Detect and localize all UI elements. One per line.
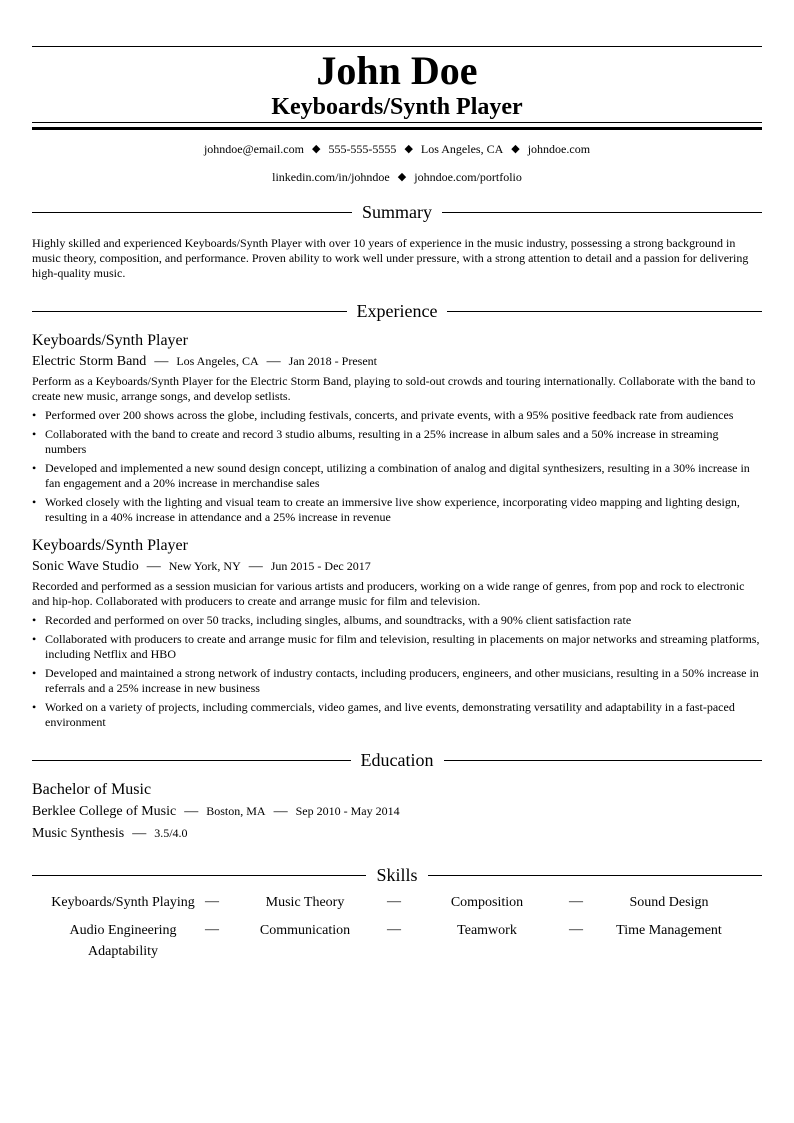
education-field-row [32,823,762,844]
list-item [32,408,762,423]
contact-row-1 [32,135,762,163]
skills-row: Audio Engineering — Communication — Teamwork — Time Management [32,920,762,941]
dash-separator: — [154,354,169,369]
diamond-icon: ◆ [404,143,413,155]
list-item [32,427,762,457]
experience-heading [32,301,762,321]
job-location: Los Angeles, CA [176,354,259,368]
contact-phone[interactable]: 555-555-5555 [328,142,397,156]
section-title: Skills [376,865,418,885]
bullet-icon: • [32,427,37,441]
skill-item: Keyboards/Synth Playing [51,894,195,910]
header-top-rule [32,46,762,47]
list-item [32,613,762,628]
heading-rule-right [442,212,762,213]
list-item [32,495,762,525]
dash-separator: — [266,354,281,369]
heading-rule-right [444,760,763,761]
header-thin-rule [32,122,762,123]
contact-location: Los Angeles, CA [420,142,504,156]
list-item [32,666,762,696]
job-title: Keyboards/Synth Player [32,332,188,349]
resume-page [32,46,762,962]
contact-portfolio[interactable]: johndoe.com/portfolio [414,170,522,184]
bullet-text: Recorded and performed on over 50 tracks, including singles, albums, and soundtracks, with a 90% client satisfaction rate [45,613,632,627]
dash-separator: — [273,804,288,819]
skill-item: Teamwork [457,922,517,938]
diamond-icon: ◆ [397,171,407,183]
job-description: Recorded and performed as a session musician for various artists and producers, working on a wide range of genres, from pop and rock to electronic and hip-hop. Collaborated with producers to create and arrange music for film and television. [32,579,745,608]
skill-item: Audio Engineering [69,922,177,938]
diamond-icon: ◆ [511,143,520,155]
list-item [32,632,762,662]
job-dates: Jan 2018 - Present [288,354,377,368]
experience-entry [32,536,762,730]
contact-website[interactable]: johndoe.com [527,142,591,156]
contact-block [32,135,762,191]
skills-row: Keyboards/Synth Playing — Music Theory — Composition — Sound Design [32,893,762,912]
job-meta [32,351,762,372]
education-school: Berklee College of Music [32,804,177,819]
heading-rule-left [32,311,347,312]
job-dates: Jun 2015 - Dec 2017 [270,559,371,573]
experience-entry [32,331,762,525]
section-title: Education [360,750,434,770]
bullet-text: Performed over 200 shows across the globe, including festivals, concerts, and private events, with a 95% positive feedback rate from audiences [45,408,734,422]
contact-linkedin[interactable]: linkedin.com/in/johndoe [272,170,390,184]
dash-separator: — [146,559,161,574]
skill-item: Communication [259,922,351,938]
heading-rule-right [447,311,762,312]
summary-heading [32,202,762,222]
education-field: Music Synthesis [32,826,125,841]
education-heading [32,750,762,770]
job-location: New York, NY [168,559,241,573]
education-location: Boston, MA [206,804,266,818]
skills-row [32,941,762,962]
bullet-text: Collaborated with producers to create and arrange music for film and television, resulting in placements on major networks and streaming platforms, including Netflix and HBO [45,632,760,661]
skills-heading [32,865,762,885]
heading-rule-left [32,875,366,876]
contact-email[interactable]: johndoe@email.com [203,142,304,156]
job-meta [32,556,762,577]
job-description: Perform as a Keyboards/Synth Player for the Electric Storm Band, playing to sold-out crowds and touring internationally. Collaborate with the band to create new music, arrange songs, and develop setlists. [32,374,756,403]
skill-item: Composition [450,894,524,910]
bullet-icon: • [32,461,37,475]
heading-rule-left [32,760,351,761]
bullet-icon: • [32,613,37,627]
candidate-name: John Doe [316,48,478,93]
bullet-icon: • [32,666,37,680]
bullet-text: Collaborated with the band to create and record 3 studio albums, resulting in a 25% increase in album sales and a 50% increase in streaming numbers [45,427,719,456]
bullet-text: Developed and implemented a new sound design concept, utilizing a combination of analog and digital synthesizers, resulting in a 30% increase in fan engagement and a 20% increase in merchandise sales [45,461,750,490]
bullet-icon: • [32,408,37,422]
skill-item: Sound Design [629,894,709,910]
skill-item: Time Management [616,922,722,938]
diamond-icon: ◆ [311,143,321,155]
bullet-text: Worked on a variety of projects, including commercials, video games, and live events, demonstrating versatility and adaptability in a fast-paced environment [45,700,735,729]
job-title: Keyboards/Synth Player [32,537,188,554]
job-bullets [32,408,762,525]
education-meta [32,801,762,822]
dash-separator: — [132,826,147,841]
bullet-text: Worked closely with the lighting and visual team to create an immersive live show experience, incorporating video mapping and lighting design, resulting in a 40% increase in attendance and a 25% increase in revenue [45,495,740,524]
candidate-title: Keyboards/Synth Player [271,94,523,120]
summary-text: Highly skilled and experienced Keyboards/Synth Player with over 10 years of experience in the music industry, possessing a strong background in music theory, composition, and performance. Proven ability to work well under pressure, with a strong attention to detail and a passion for delivering high-quality music. [32,236,749,280]
bullet-icon: • [32,495,37,509]
heading-rule-right [428,875,762,876]
dash-separator: — [184,804,199,819]
header-thick-rule [32,127,762,130]
job-company: Sonic Wave Studio [32,559,139,574]
section-title: Experience [356,301,438,321]
skill-item: Adaptability [88,943,158,959]
section-title: Summary [362,202,432,222]
dash-separator: — [248,559,263,574]
list-item [32,700,762,730]
job-bullets [32,613,762,730]
bullet-icon: • [32,700,37,714]
heading-rule-left [32,212,352,213]
education-gpa: 3.5/4.0 [154,826,188,840]
skill-item: Music Theory [265,894,345,910]
job-company: Electric Storm Band [32,354,147,369]
skills-grid [32,893,762,962]
education-degree: Bachelor of Music [32,781,152,798]
contact-row-2 [32,163,762,191]
bullet-icon: • [32,632,37,646]
bullet-text: Developed and maintained a strong network of industry contacts, including producers, engineers, and other musicians, resulting in a 50% increase in referrals and a 25% increase in new business [45,666,759,695]
education-dates: Sep 2010 - May 2014 [295,804,400,818]
list-item [32,461,762,491]
